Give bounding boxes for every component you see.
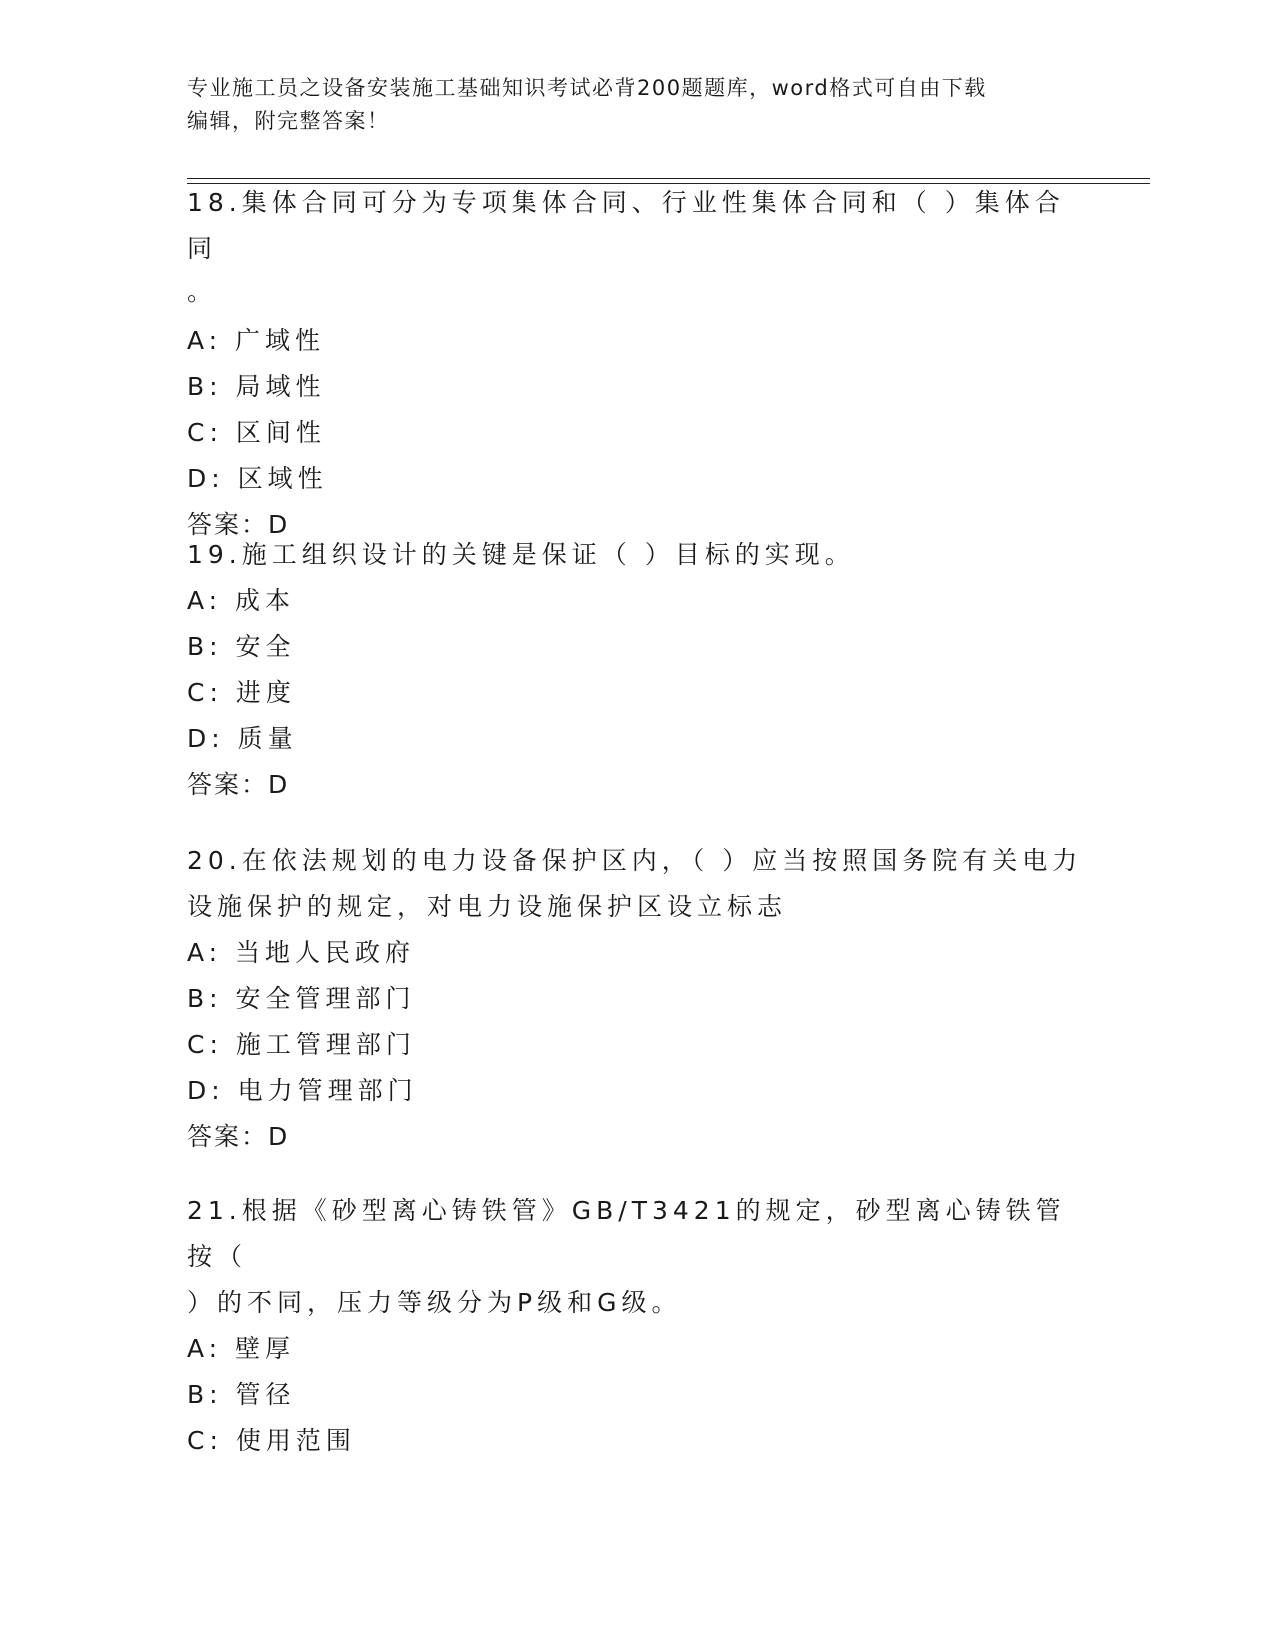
option-d: D: 电力管理部门 [187, 1076, 418, 1105]
question-text-continued: ）的不同，压力等级分为P级和G级。 [187, 1288, 682, 1317]
header-line-1: 专业施工员之设备安装施工基础知识考试必背200题题库，word格式可自由下载 [187, 76, 987, 100]
header-divider-top [187, 178, 1150, 179]
question-18 [187, 180, 1087, 548]
question-text: 19.施工组织设计的关键是保证（ ）目标的实现。 [187, 540, 855, 569]
question-21 [187, 1188, 1087, 1464]
option-a: A: 当地人民政府 [187, 938, 416, 967]
answer: 答案：D [187, 1122, 290, 1151]
option-c: C: 区间性 [187, 418, 326, 447]
option-b: B: 安全管理部门 [187, 984, 416, 1013]
option-a: A: 广域性 [187, 326, 326, 355]
option-a: A: 成本 [187, 586, 296, 615]
option-a: A: 壁厚 [187, 1334, 296, 1363]
answer: 答案：D [187, 770, 290, 799]
question-text: 18.集体合同可分为专项集体合同、行业性集体合同和（ ）集体合同 [187, 188, 1065, 263]
question-text: 21.根据《砂型离心铸铁管》GB/T3421的规定，砂型离心铸铁管按（ [187, 1196, 1066, 1271]
option-d: D: 区域性 [187, 464, 328, 493]
question-19 [187, 532, 1087, 808]
option-b: B: 管径 [187, 1380, 296, 1409]
option-c: C: 使用范围 [187, 1426, 356, 1455]
option-b: B: 局域性 [187, 372, 326, 401]
question-text: 20.在依法规划的电力设备保护区内，（ ）应当按照国务院有关电力 [187, 846, 1083, 875]
question-20 [187, 838, 1087, 1160]
header-line-2: 编辑，附完整答案！ [187, 109, 390, 133]
option-b: B: 安全 [187, 632, 296, 661]
option-c: C: 进度 [187, 678, 296, 707]
answer: 答案：D [187, 510, 290, 539]
document-header [187, 72, 1077, 138]
option-c: C: 施工管理部门 [187, 1030, 416, 1059]
option-d: D: 质量 [187, 724, 298, 753]
question-text-continued: 设施保护的规定，对电力设施保护区设立标志 [187, 892, 788, 921]
question-text-continued: 。 [187, 277, 218, 306]
